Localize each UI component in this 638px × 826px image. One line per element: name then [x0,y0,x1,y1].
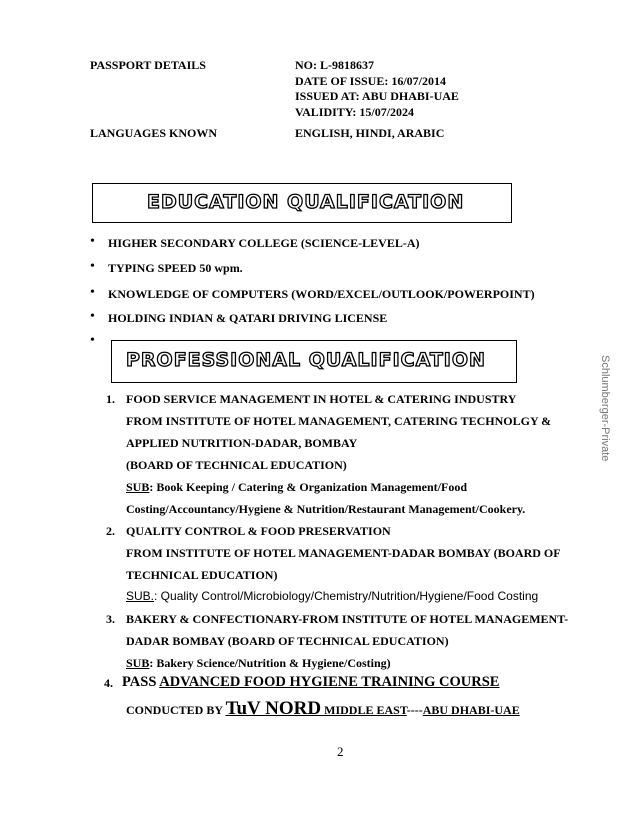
languages-value: ENGLISH, HINDI, ARABIC [295,126,445,140]
passport-label: PASSPORT DETAILS [90,58,206,72]
middle-east: MIDDLE EAST [321,703,407,717]
bullet-icon: • [90,309,95,324]
item-line: APPLIED NUTRITION-DADAR, BOMBAY [126,436,358,450]
passport-validity: VALIDITY: 15/07/2024 [295,105,415,119]
passport-issued-at: ISSUED AT: ABU DHABI-UAE [295,89,459,103]
education-item: TYPING SPEED 50 wpm. [108,261,243,275]
item-line: FOOD SERVICE MANAGEMENT IN HOTEL & CATERING INDUSTRY [126,392,517,406]
education-item: KNOWLEDGE OF COMPUTERS (WORD/EXCEL/OUTLOOK/POWERPOINT) [108,287,535,301]
professional-heading: PROFESSIONAL QUALIFICATION [126,349,486,371]
pass-text: PASS [122,674,160,690]
bullet-icon: • [90,234,95,249]
item-number: 1. [106,392,115,406]
side-label: Schlumberger-Private [599,355,611,462]
course-line [122,674,499,691]
bullet-icon: • [90,259,95,274]
education-heading-box [92,183,512,223]
professional-heading-box [111,340,517,383]
sub-label: SUB [126,480,150,494]
conducted-line [126,698,520,720]
item-sub-line [126,656,391,671]
dashes: ---- [406,703,423,717]
sub-label: SUB [126,656,150,670]
item-line: FROM INSTITUTE OF HOTEL MANAGEMENT, CATERING TECHNOLGY & [126,414,552,428]
item-number: 2. [106,524,115,538]
sub-text: : Quality Control/Microbiology/Chemistry/Nutrition/Hygiene/Food Costing [154,589,539,603]
education-item: HOLDING INDIAN & QATARI DRIVING LICENSE [108,311,388,325]
sub-text: : Book Keeping / Catering & Organization Management/Food [149,480,467,494]
item-line: TECHNICAL EDUCATION) [126,568,278,582]
item-line: BAKERY & CONFECTIONARY-FROM INSTITUTE OF HOTEL MANAGEMENT- [126,612,569,626]
item-sub-line [126,480,467,495]
sub-label: SUB. [126,589,155,603]
passport-date-of-issue: DATE OF ISSUE: 16/07/2014 [295,74,447,88]
item-line: (BOARD OF TECHNICAL EDUCATION) [126,458,347,472]
item-number: 3. [106,612,115,626]
item-number: 4. [104,676,113,690]
item-line: FROM INSTITUTE OF HOTEL MANAGEMENT-DADAR BOMBAY (BOARD OF [126,546,561,560]
tuv-nord: TuV NORD [225,698,322,719]
bullet-icon: • [90,285,95,300]
item-sub-line [126,589,538,603]
conducted-label: CONDUCTED BY [126,703,226,717]
sub-text: : Bakery Science/Nutrition & Hygiene/Costing) [149,656,391,670]
page-number: 2 [337,744,344,759]
city: ABU DHABI-UAE [422,703,520,717]
item-line: QUALITY CONTROL & FOOD PRESERVATION [126,524,391,538]
languages-label: LANGUAGES KNOWN [90,126,218,140]
item-sub-line-2: Costing/Accountancy/Hygiene & Nutrition/Restaurant Management/Cookery. [126,502,526,516]
course-name: ADVANCED FOOD HYGIENE TRAINING COURSE [159,674,500,690]
education-heading: EDUCATION QUALIFICATION [147,191,465,213]
education-item: HIGHER SECONDARY COLLEGE (SCIENCE-LEVEL-A) [108,236,420,250]
bullet-icon: • [90,333,95,348]
item-line: DADAR BOMBAY (BOARD OF TECHNICAL EDUCATION) [126,634,449,648]
passport-number: NO: L-9818637 [295,58,374,72]
